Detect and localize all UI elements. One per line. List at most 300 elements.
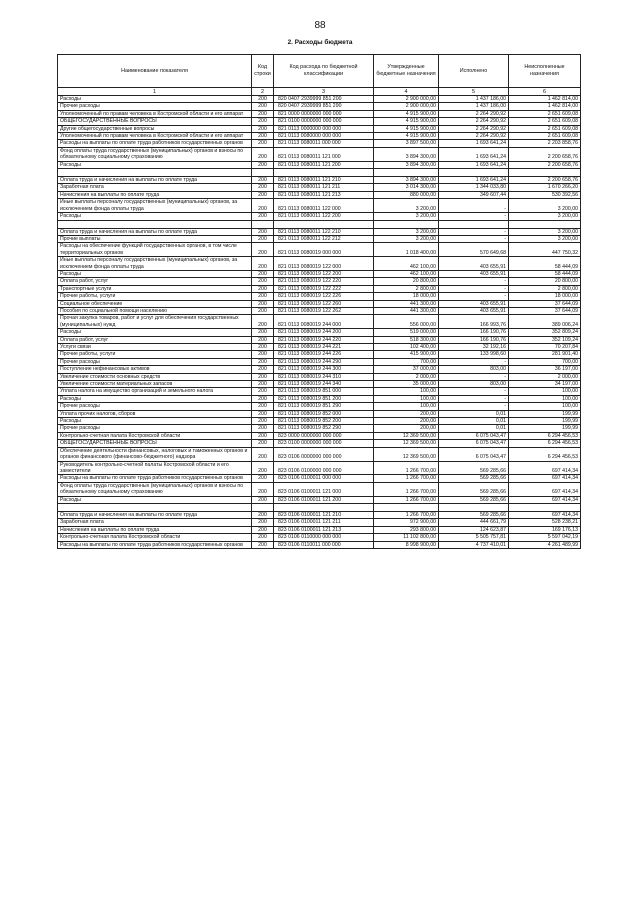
- row-expense-code-cell: 821 0113 0080019 852 000: [274, 410, 374, 417]
- table-row: [58, 503, 581, 511]
- row-approved-cell: 1 018 400,00: [374, 243, 439, 257]
- row-name-cell: Уполномоченный по правам человека в Костромской области и его аппарат: [58, 110, 252, 117]
- row-expense-code-cell: 821 0113 0080019 122 200: [274, 270, 374, 277]
- row-unexecuted-cell: 2 651 609,08: [509, 133, 581, 140]
- row-line-code-cell: 200: [252, 278, 274, 285]
- row-expense-code-cell: 821 0113 0080019 244 340: [274, 381, 374, 388]
- row-unexecuted-cell: 352 809,24: [509, 329, 581, 336]
- row-executed-cell: -: [439, 228, 509, 235]
- table-row: [58, 278, 581, 285]
- row-approved-cell: 102 400,00: [374, 344, 439, 351]
- row-executed-cell: 133 998,60: [439, 351, 509, 358]
- row-expense-code-cell: 821 0113 0080019 851 200: [274, 395, 374, 402]
- row-line-code-cell: 200: [252, 161, 274, 168]
- row-approved-cell: [374, 169, 439, 177]
- row-expense-code-cell: 821 0113 0080019 852 200: [274, 418, 374, 425]
- row-line-code-cell: 200: [252, 358, 274, 365]
- row-name-cell: Прочие работы, услуги: [58, 351, 252, 358]
- row-approved-cell: 4 915 900,00: [374, 110, 439, 117]
- row-executed-cell: 2 264 290,92: [439, 133, 509, 140]
- page-number: 88: [314, 20, 326, 31]
- row-executed-cell: -: [439, 388, 509, 395]
- row-executed-cell: 403 655,91: [439, 270, 509, 277]
- row-expense-code-cell: 823 0106 0100000 000 000: [274, 461, 374, 475]
- row-name-cell: Оплата работ, услуг: [58, 336, 252, 343]
- row-line-code-cell: 200: [252, 213, 274, 220]
- table-row: [58, 329, 581, 336]
- row-name-cell: Прочие выплаты: [58, 235, 252, 242]
- table-row: [58, 519, 581, 526]
- row-approved-cell: 20 800,00: [374, 278, 439, 285]
- row-executed-cell: 569 285,66: [439, 475, 509, 482]
- row-name-cell: Контрольно-счетная палата Костромской области: [58, 432, 252, 439]
- row-name-cell: Расходы: [58, 213, 252, 220]
- row-unexecuted-cell: 3 200,00: [509, 228, 581, 235]
- row-expense-code-cell: 823 0100 0000000 000 000: [274, 440, 374, 447]
- row-approved-cell: 519 000,00: [374, 329, 439, 336]
- row-unexecuted-cell: 18 000,00: [509, 293, 581, 300]
- row-unexecuted-cell: 2 200 658,76: [509, 147, 581, 161]
- col-header-approved: Утвержденные бюджетные назначения: [374, 55, 439, 88]
- row-approved-cell: 1 266 700,00: [374, 482, 439, 496]
- table-row: [58, 315, 581, 329]
- row-line-code-cell: 200: [252, 118, 274, 125]
- row-expense-code-cell: 823 0000 0000000 000 000: [274, 432, 374, 439]
- row-expense-code-cell: 821 0113 0080011 122 210: [274, 228, 374, 235]
- row-executed-cell: -: [439, 403, 509, 410]
- row-executed-cell: 2 264 290,92: [439, 118, 509, 125]
- col-header-executed: Исполнено: [439, 55, 509, 88]
- row-executed-cell: 1 693 641,24: [439, 161, 509, 168]
- row-approved-cell: 2 800,00: [374, 285, 439, 292]
- row-name-cell: [58, 503, 252, 511]
- row-executed-cell: 6 075 043,47: [439, 432, 509, 439]
- row-name-cell: Иные выплаты персоналу государственных (муниципальных) органов, за исключением фонда оплаты труда: [58, 199, 252, 213]
- row-expense-code-cell: 823 0106 0100011 121 000: [274, 482, 374, 496]
- row-executed-cell: 1 437 186,00: [439, 103, 509, 110]
- row-expense-code-cell: 821 0113 0000000 000 000: [274, 125, 374, 132]
- row-approved-cell: 462 100,00: [374, 257, 439, 271]
- row-executed-cell: 0,01: [439, 425, 509, 432]
- row-executed-cell: 349 607,44: [439, 191, 509, 198]
- row-line-code-cell: [252, 169, 274, 177]
- row-unexecuted-cell: 528 238,21: [509, 519, 581, 526]
- row-approved-cell: 100,00: [374, 395, 439, 402]
- table-row: [58, 184, 581, 191]
- row-expense-code-cell: 821 0113 0080011 121 210: [274, 177, 374, 184]
- table-row: [58, 125, 581, 132]
- row-approved-cell: 12 369 500,00: [374, 447, 439, 461]
- row-executed-cell: [439, 220, 509, 228]
- row-executed-cell: 0,01: [439, 418, 509, 425]
- row-executed-cell: -: [439, 199, 509, 213]
- row-expense-code-cell: 821 0113 0080019 244 221: [274, 344, 374, 351]
- row-expense-code-cell: 821 0113 0080019 244 310: [274, 373, 374, 380]
- row-line-code-cell: 200: [252, 235, 274, 242]
- row-unexecuted-cell: 281 901,40: [509, 351, 581, 358]
- row-expense-code-cell: 823 0106 0000000 000 000: [274, 447, 374, 461]
- row-unexecuted-cell: 20 800,00: [509, 278, 581, 285]
- row-executed-cell: 1 693 641,24: [439, 177, 509, 184]
- table-row: [58, 257, 581, 271]
- row-unexecuted-cell: 447 750,32: [509, 243, 581, 257]
- row-line-code-cell: 200: [252, 103, 274, 110]
- row-unexecuted-cell: 100,00: [509, 403, 581, 410]
- col-header-expense-code: Код расхода по бюджетной классификации: [274, 55, 374, 88]
- row-name-cell: Оплата работ, услуг: [58, 278, 252, 285]
- table-row: [58, 169, 581, 177]
- row-unexecuted-cell: 6 294 456,53: [509, 440, 581, 447]
- col-number: 6: [509, 88, 581, 96]
- row-line-code-cell: 200: [252, 418, 274, 425]
- row-line-code-cell: 200: [252, 496, 274, 503]
- row-expense-code-cell: 821 0113 0080011 122 000: [274, 199, 374, 213]
- row-executed-cell: 403 655,91: [439, 257, 509, 271]
- table-row: [58, 293, 581, 300]
- row-expense-code-cell: 821 0113 0080019 122 260: [274, 300, 374, 307]
- row-expense-code-cell: 821 0113 0080019 122 262: [274, 307, 374, 314]
- table-row: [58, 243, 581, 257]
- row-line-code-cell: 200: [252, 110, 274, 117]
- row-name-cell: Пособия по социальной помощи населению: [58, 307, 252, 314]
- row-unexecuted-cell: 199,99: [509, 425, 581, 432]
- row-line-code-cell: 200: [252, 344, 274, 351]
- table-header-row: [58, 55, 581, 88]
- row-expense-code-cell: 821 0113 0080019 244 200: [274, 329, 374, 336]
- row-name-cell: Расходы на выплаты по оплате труда работников государственных органов: [58, 140, 252, 147]
- table-row: [58, 118, 581, 125]
- row-line-code-cell: 200: [252, 300, 274, 307]
- table-row: [58, 147, 581, 161]
- row-executed-cell: -: [439, 358, 509, 365]
- table-row: [58, 235, 581, 242]
- row-unexecuted-cell: 6 294 456,53: [509, 432, 581, 439]
- row-executed-cell: 5 505 757,81: [439, 534, 509, 541]
- row-approved-cell: 3 897 500,00: [374, 140, 439, 147]
- row-unexecuted-cell: 2 200 658,76: [509, 177, 581, 184]
- row-name-cell: Социальное обеспечение: [58, 300, 252, 307]
- row-name-cell: Уплата налога на имущество организаций и земельного налога: [58, 388, 252, 395]
- row-approved-cell: [374, 503, 439, 511]
- row-executed-cell: 1 693 641,24: [439, 147, 509, 161]
- row-name-cell: Расходы на выплаты по оплате труда работников государственных органов: [58, 475, 252, 482]
- row-executed-cell: 403 655,91: [439, 300, 509, 307]
- row-approved-cell: 4 915 900,00: [374, 133, 439, 140]
- row-executed-cell: 569 285,66: [439, 461, 509, 475]
- row-expense-code-cell: 823 0106 0100011 000 000: [274, 475, 374, 482]
- row-expense-code-cell: 821 0113 0080000 000 000: [274, 133, 374, 140]
- row-line-code-cell: 200: [252, 257, 274, 271]
- row-expense-code-cell: 821 0113 0080011 000 000: [274, 140, 374, 147]
- row-unexecuted-cell: 2 200 658,76: [509, 161, 581, 168]
- table-row: [58, 511, 581, 518]
- row-unexecuted-cell: 700,00: [509, 358, 581, 365]
- row-expense-code-cell: 821 0113 0080019 244 290: [274, 358, 374, 365]
- row-approved-cell: 35 000,00: [374, 381, 439, 388]
- row-line-code-cell: 200: [252, 133, 274, 140]
- table-row: [58, 344, 581, 351]
- row-approved-cell: 2 000,00: [374, 373, 439, 380]
- row-approved-cell: 1 266 700,00: [374, 475, 439, 482]
- row-approved-cell: 200,00: [374, 425, 439, 432]
- row-name-cell: Увеличение стоимости основных средств: [58, 373, 252, 380]
- table-row: [58, 475, 581, 482]
- table-row: [58, 213, 581, 220]
- row-expense-code-cell: 823 0106 0110011 000 000: [274, 541, 374, 548]
- row-expense-code-cell: 823 0106 0100011 121 213: [274, 526, 374, 533]
- row-executed-cell: 570 649,68: [439, 243, 509, 257]
- row-approved-cell: 4 915 900,00: [374, 118, 439, 125]
- row-approved-cell: 556 000,00: [374, 315, 439, 329]
- row-approved-cell: 100,00: [374, 388, 439, 395]
- row-name-cell: Оплата труда и начисления на выплаты по оплате труда: [58, 228, 252, 235]
- row-unexecuted-cell: 697 414,34: [509, 511, 581, 518]
- row-unexecuted-cell: 6 294 456,53: [509, 447, 581, 461]
- row-line-code-cell: [252, 220, 274, 228]
- row-expense-code-cell: 823 0106 0100011 121 211: [274, 519, 374, 526]
- row-expense-code-cell: 821 0113 0080019 244 220: [274, 336, 374, 343]
- table-row: [58, 461, 581, 475]
- row-name-cell: Расходы на обеспечение функций государственных органов, в том числе территориальных органов: [58, 243, 252, 257]
- budget-expenses-table: [57, 54, 581, 549]
- table-row: [58, 403, 581, 410]
- row-expense-code-cell: 821 0113 0080019 000 000: [274, 243, 374, 257]
- row-line-code-cell: [252, 503, 274, 511]
- row-expense-code-cell: 820 0407 2939999 851 200: [274, 96, 374, 103]
- row-approved-cell: 3 014 300,00: [374, 184, 439, 191]
- row-line-code-cell: 200: [252, 293, 274, 300]
- row-executed-cell: 1 344 033,80: [439, 184, 509, 191]
- row-unexecuted-cell: 3 200,00: [509, 235, 581, 242]
- table-row: [58, 307, 581, 314]
- row-approved-cell: 18 000,00: [374, 293, 439, 300]
- row-name-cell: Иные выплаты персоналу государственных (муниципальных) органов, за исключением фонда оплаты труда: [58, 257, 252, 271]
- table-row: [58, 432, 581, 439]
- row-approved-cell: 11 102 800,00: [374, 534, 439, 541]
- row-expense-code-cell: 821 0113 0080011 122 212: [274, 235, 374, 242]
- row-line-code-cell: 200: [252, 199, 274, 213]
- col-number: 5: [439, 88, 509, 96]
- table-row: [58, 395, 581, 402]
- row-unexecuted-cell: 1 462 814,00: [509, 96, 581, 103]
- row-name-cell: Прочие расходы: [58, 403, 252, 410]
- row-line-code-cell: 200: [252, 177, 274, 184]
- row-unexecuted-cell: 2 000,00: [509, 373, 581, 380]
- table-row: [58, 351, 581, 358]
- row-approved-cell: 3 894 300,00: [374, 147, 439, 161]
- row-approved-cell: 3 894 300,00: [374, 161, 439, 168]
- row-line-code-cell: 200: [252, 534, 274, 541]
- row-executed-cell: -: [439, 395, 509, 402]
- row-executed-cell: 569 285,66: [439, 496, 509, 503]
- row-line-code-cell: 200: [252, 329, 274, 336]
- row-name-cell: Обеспечение деятельности финансовых, налоговых и таможенных органов и органов финансового (финансово-бюджетного) надзора: [58, 447, 252, 461]
- row-approved-cell: 100,00: [374, 403, 439, 410]
- row-name-cell: Оплата труда и начисления на выплаты по оплате труда: [58, 177, 252, 184]
- row-name-cell: Руководитель контрольно-счетной палаты Костромской области и его заместители: [58, 461, 252, 475]
- row-approved-cell: 415 900,00: [374, 351, 439, 358]
- row-unexecuted-cell: 34 197,00: [509, 381, 581, 388]
- row-expense-code-cell: 823 0106 0100011 121 210: [274, 511, 374, 518]
- table-row: [58, 177, 581, 184]
- row-name-cell: Транспортные услуги: [58, 285, 252, 292]
- row-line-code-cell: 200: [252, 447, 274, 461]
- row-executed-cell: 0,01: [439, 410, 509, 417]
- row-name-cell: ОБЩЕГОСУДАРСТВЕННЫЕ ВОПРОСЫ: [58, 440, 252, 447]
- row-name-cell: Заработная плата: [58, 184, 252, 191]
- row-line-code-cell: 200: [252, 541, 274, 548]
- row-name-cell: Прочие расходы: [58, 103, 252, 110]
- row-line-code-cell: 200: [252, 526, 274, 533]
- row-executed-cell: -: [439, 213, 509, 220]
- row-approved-cell: 441 300,00: [374, 300, 439, 307]
- table-row: [58, 534, 581, 541]
- row-unexecuted-cell: 3 200,00: [509, 199, 581, 213]
- row-line-code-cell: 200: [252, 285, 274, 292]
- table-body: [58, 96, 581, 549]
- col-number: 3: [274, 88, 374, 96]
- row-expense-code-cell: [274, 169, 374, 177]
- table-row: [58, 425, 581, 432]
- row-approved-cell: 1 266 700,00: [374, 496, 439, 503]
- row-unexecuted-cell: 2 800,00: [509, 285, 581, 292]
- row-name-cell: Расходы: [58, 395, 252, 402]
- row-executed-cell: [439, 503, 509, 511]
- row-line-code-cell: 200: [252, 381, 274, 388]
- row-line-code-cell: 200: [252, 373, 274, 380]
- row-name-cell: Начисления на выплаты по оплате труда: [58, 191, 252, 198]
- row-expense-code-cell: 823 0106 0110000 000 000: [274, 534, 374, 541]
- row-executed-cell: 1 437 186,00: [439, 96, 509, 103]
- row-unexecuted-cell: 697 414,34: [509, 475, 581, 482]
- row-line-code-cell: 200: [252, 410, 274, 417]
- row-executed-cell: [439, 169, 509, 177]
- row-approved-cell: 880 000,00: [374, 191, 439, 198]
- col-header-line-code: Код строки: [252, 55, 274, 88]
- row-unexecuted-cell: 3 200,00: [509, 213, 581, 220]
- row-name-cell: Фонд оплаты труда государственных (муниципальных) органов и взносы по обязательному социальному страхованию: [58, 147, 252, 161]
- row-executed-cell: 444 661,79: [439, 519, 509, 526]
- row-name-cell: Контрольно-счетная палата Костромской области: [58, 534, 252, 541]
- table-row: [58, 161, 581, 168]
- row-line-code-cell: 200: [252, 519, 274, 526]
- row-approved-cell: 441 300,00: [374, 307, 439, 314]
- row-name-cell: Увеличение стоимости материальных запасов: [58, 381, 252, 388]
- row-executed-cell: 803,00: [439, 381, 509, 388]
- table-row: [58, 358, 581, 365]
- table-row: [58, 447, 581, 461]
- row-name-cell: Расходы: [58, 270, 252, 277]
- row-approved-cell: 1 266 700,00: [374, 511, 439, 518]
- row-unexecuted-cell: 36 197,00: [509, 366, 581, 373]
- row-executed-cell: 403 655,91: [439, 307, 509, 314]
- row-name-cell: Заработная плата: [58, 519, 252, 526]
- table-row: [58, 440, 581, 447]
- row-executed-cell: -: [439, 278, 509, 285]
- row-name-cell: [58, 220, 252, 228]
- row-executed-cell: 1 693 641,24: [439, 140, 509, 147]
- row-approved-cell: 3 200,00: [374, 228, 439, 235]
- row-line-code-cell: 200: [252, 403, 274, 410]
- row-line-code-cell: 200: [252, 336, 274, 343]
- table-row: [58, 496, 581, 503]
- col-number: 1: [58, 88, 252, 96]
- row-approved-cell: 3 200,00: [374, 235, 439, 242]
- row-unexecuted-cell: [509, 503, 581, 511]
- row-line-code-cell: 200: [252, 147, 274, 161]
- row-name-cell: Другие общегосударственные вопросы: [58, 125, 252, 132]
- row-executed-cell: 166 993,76: [439, 315, 509, 329]
- row-unexecuted-cell: 199,99: [509, 410, 581, 417]
- row-executed-cell: 32 192,16: [439, 344, 509, 351]
- row-approved-cell: 4 915 900,00: [374, 125, 439, 132]
- row-name-cell: Начисления на выплаты по оплате труда: [58, 526, 252, 533]
- row-line-code-cell: 200: [252, 425, 274, 432]
- row-name-cell: Расходы: [58, 96, 252, 103]
- row-unexecuted-cell: 697 414,34: [509, 482, 581, 496]
- table-row: [58, 418, 581, 425]
- row-unexecuted-cell: 58 444,09: [509, 270, 581, 277]
- row-expense-code-cell: 821 0113 0080019 852 290: [274, 425, 374, 432]
- row-unexecuted-cell: 1 670 266,20: [509, 184, 581, 191]
- table-row: [58, 270, 581, 277]
- row-approved-cell: 12 369 500,00: [374, 440, 439, 447]
- row-line-code-cell: 200: [252, 432, 274, 439]
- row-expense-code-cell: 821 0113 0080019 244 000: [274, 315, 374, 329]
- row-line-code-cell: 200: [252, 270, 274, 277]
- row-unexecuted-cell: 100,00: [509, 388, 581, 395]
- row-name-cell: ОБЩЕГОСУДАРСТВЕННЫЕ ВОПРОСЫ: [58, 118, 252, 125]
- row-line-code-cell: 200: [252, 351, 274, 358]
- row-line-code-cell: 200: [252, 461, 274, 475]
- row-unexecuted-cell: 37 644,09: [509, 300, 581, 307]
- row-name-cell: Расходы: [58, 161, 252, 168]
- section-title: 2. Расходы бюджета: [287, 39, 353, 46]
- row-unexecuted-cell: 70 207,84: [509, 344, 581, 351]
- table-row: [58, 199, 581, 213]
- table-row: [58, 96, 581, 103]
- row-name-cell: Уплата прочих налогов, сборов: [58, 410, 252, 417]
- row-executed-cell: -: [439, 293, 509, 300]
- row-executed-cell: 569 285,66: [439, 482, 509, 496]
- row-expense-code-cell: 821 0113 0080019 851 290: [274, 403, 374, 410]
- table-row: [58, 228, 581, 235]
- row-line-code-cell: 200: [252, 440, 274, 447]
- row-line-code-cell: 200: [252, 482, 274, 496]
- row-expense-code-cell: 821 0113 0080011 121 213: [274, 191, 374, 198]
- row-expense-code-cell: 821 0113 0080019 244 300: [274, 366, 374, 373]
- row-expense-code-cell: 821 0113 0080019 122 220: [274, 278, 374, 285]
- row-name-cell: Прочие работы, услуги: [58, 293, 252, 300]
- row-unexecuted-cell: 37 644,09: [509, 307, 581, 314]
- row-unexecuted-cell: 199,99: [509, 418, 581, 425]
- row-approved-cell: 462 100,00: [374, 270, 439, 277]
- row-approved-cell: 2 900 000,00: [374, 103, 439, 110]
- row-line-code-cell: 200: [252, 388, 274, 395]
- row-approved-cell: 2 900 000,00: [374, 96, 439, 103]
- table-row: [58, 482, 581, 496]
- row-executed-cell: 166 190,76: [439, 336, 509, 343]
- row-expense-code-cell: 821 0100 0000000 000 000: [274, 118, 374, 125]
- row-unexecuted-cell: 697 414,34: [509, 496, 581, 503]
- row-unexecuted-cell: 1 462 814,00: [509, 103, 581, 110]
- row-line-code-cell: 200: [252, 243, 274, 257]
- row-name-cell: Уполномоченный по правам человека в Костромской области и его аппарат: [58, 133, 252, 140]
- table-row: [58, 103, 581, 110]
- row-line-code-cell: 200: [252, 184, 274, 191]
- row-expense-code-cell: 821 0113 0080019 244 226: [274, 351, 374, 358]
- row-unexecuted-cell: 2 651 609,08: [509, 125, 581, 132]
